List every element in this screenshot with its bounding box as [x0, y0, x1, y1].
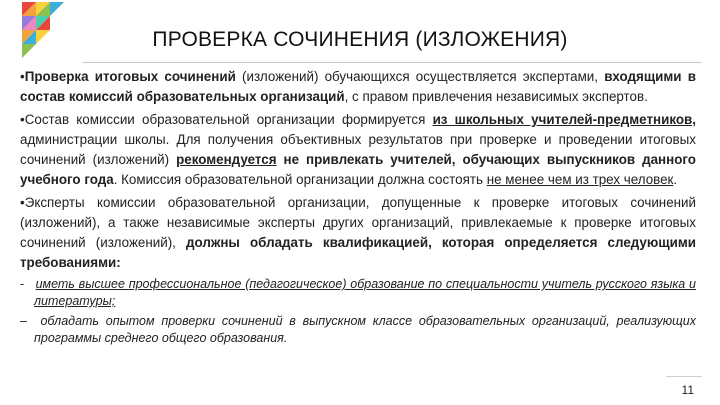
requirement-2-text: обладать опытом проверки сочинений в выпускном классе образовательных организаций, реализующих программы среднего общего образования. — [34, 314, 696, 345]
bullet-1-text-1: (изложений) обучающихся осуществляется экспертами, — [235, 69, 605, 84]
bullet-2-text-3: . Комиссия образовательной организации должна состоять — [113, 172, 487, 187]
title-divider — [82, 62, 702, 63]
requirement-2 — [20, 313, 696, 347]
bullet-2-bold-1: не привлекать учителей, обучающих выпускников данного учебного года — [20, 152, 696, 187]
page-number: 11 — [681, 383, 694, 397]
bullet-marker: • — [20, 195, 25, 210]
requirement-1-text: иметь высшее профессиональное (педагогическое) образование по специальности учитель русского языка и литературы; — [34, 277, 697, 308]
bullet-1-text-2: , с правом привлечения независимых экспертов. — [344, 89, 648, 104]
bullet-2-underlined-2: рекомендуется — [176, 152, 277, 167]
bullet-3-bold-1: должны обладать квалификацией, которая определяется следующими требованиями: — [20, 235, 696, 270]
slide-content — [20, 67, 696, 350]
bullet-1-bold-2: входящими в состав комиссий образовательных организаций — [20, 69, 696, 104]
bullet-2-underlined-1: из школьных учителей-предметников, — [432, 112, 696, 127]
slide-title: ПРОВЕРКА СОЧИНЕНИЯ (ИЗЛОЖЕНИЯ) — [152, 28, 568, 51]
dash-marker: – — [20, 314, 27, 328]
dash-marker: - — [20, 277, 25, 291]
bullet-2 — [20, 110, 696, 190]
requirement-1 — [20, 276, 696, 310]
bullet-2-text-2: администрации школы. Для получения объективных результатов при проверке и проведении итоговых сочинений (изложений) — [20, 132, 696, 167]
bullet-3-text-1: Эксперты комиссии образовательной организации, допущенные к проверке итоговых сочинений (изложений), а также независимые эксперты других организаций, привлекаемые к проверке итоговых сочинений (изложений), — [20, 195, 696, 250]
bullet-2-text-4: . — [673, 172, 678, 187]
bullet-1 — [20, 67, 696, 107]
page-number-divider — [666, 376, 702, 377]
bullet-3 — [20, 193, 696, 273]
bullet-2-underlined-3: не менее чем из трех человек — [486, 172, 674, 187]
bullet-1-bold-1: Проверка итоговых сочинений — [24, 69, 236, 84]
bullet-marker: • — [20, 69, 25, 84]
bullet-2-text-1: Состав комиссии образовательной организации формируется — [24, 112, 433, 127]
bullet-marker: • — [20, 112, 25, 127]
